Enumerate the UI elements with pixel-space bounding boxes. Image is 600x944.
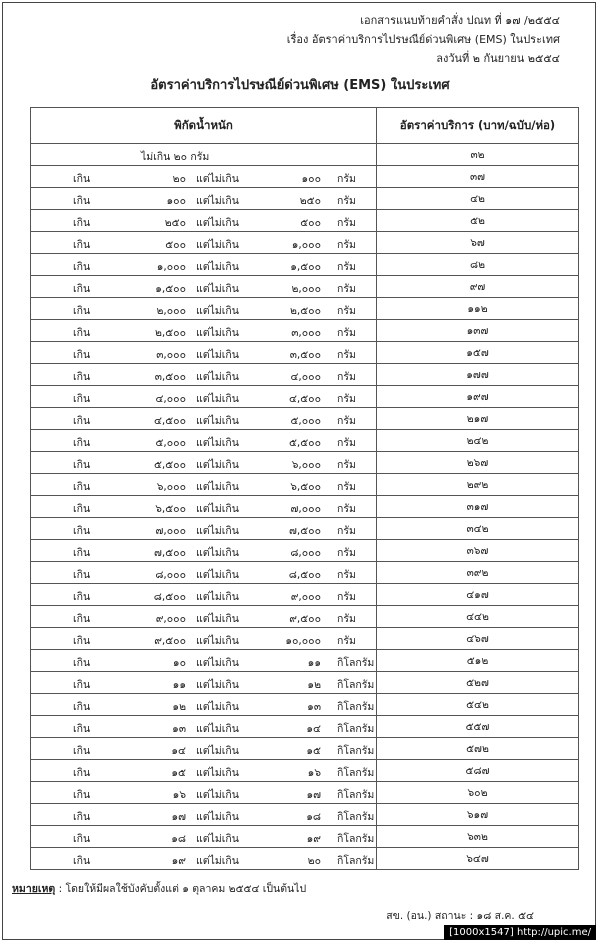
weight-from: ๑๓: [172, 723, 186, 735]
weight-from: ๕๐๐: [165, 239, 186, 251]
weight-over: เกิน: [73, 855, 91, 867]
weight-not: แต่ไม่เกิน: [196, 613, 239, 625]
footnote-label: หมายเหตุ: [12, 883, 56, 895]
weight-to: ๙,๕๐๐: [289, 613, 321, 625]
rate-cell: ๘๒: [377, 254, 579, 276]
weight-unit: กิโลกรัม: [337, 855, 375, 867]
rate-cell: ๖๗: [377, 232, 579, 254]
weight-unit: กิโลกรัม: [337, 701, 375, 713]
weight-from: ๓,๕๐๐: [154, 371, 186, 383]
weight-unit: กิโลกรัม: [337, 833, 375, 845]
weight-to: ๘,๕๐๐: [288, 569, 321, 581]
table-row: [31, 298, 579, 320]
rate-cell: ๑๑๒: [377, 298, 579, 320]
image-host-watermark: [1000x1547] http://upic.me/: [444, 925, 596, 940]
weight-cell: [31, 474, 377, 496]
weight-over: เกิน: [73, 437, 91, 449]
weight-from: ๓,๐๐๐: [156, 349, 186, 361]
weight-from: ๖,๕๐๐: [155, 503, 186, 515]
weight-unit: กรัม: [337, 173, 356, 185]
weight-to: ๓,๐๐๐: [291, 327, 321, 339]
weight-cell: [31, 144, 377, 166]
weight-cell: [31, 166, 377, 188]
weight-over: เกิน: [73, 217, 91, 229]
table-row: [31, 210, 579, 232]
weight-unit: กรัม: [337, 459, 356, 471]
weight-to: ๑๓: [307, 701, 321, 713]
rate-cell: ๕๕๗: [377, 716, 579, 738]
weight-over: เกิน: [73, 723, 91, 735]
weight-to: ๕,๕๐๐: [288, 437, 321, 449]
weight-cell: [31, 672, 377, 694]
weight-to: ๑๒: [307, 679, 321, 691]
weight-cell: [31, 210, 377, 232]
weight-over: เกิน: [73, 525, 91, 537]
weight-over: เกิน: [73, 833, 91, 845]
rate-cell: ๖๑๗: [377, 804, 579, 826]
weight-cell: [31, 738, 377, 760]
weight-over: เกิน: [73, 239, 91, 251]
table-row: [31, 320, 579, 342]
page-title: อัตราค่าบริการไปรษณีย์ด่วนพิเศษ (EMS) ในประเทศ: [150, 78, 450, 93]
weight-not: แต่ไม่เกิน: [196, 459, 239, 471]
column-header-rate: อัตราค่าบริการ (บาท/ฉบับ/ห่อ): [377, 108, 579, 144]
weight-unit: กรัม: [337, 283, 356, 295]
rate-cell: ๕๒: [377, 210, 579, 232]
weight-not: แต่ไม่เกิน: [196, 833, 239, 845]
weight-unit: กรัม: [337, 217, 356, 229]
weight-not: แต่ไม่เกิน: [196, 327, 239, 339]
weight-unit: กรัม: [337, 503, 356, 515]
weight-not: แต่ไม่เกิน: [196, 283, 239, 295]
weight-unit: กรัม: [337, 569, 356, 581]
weight-to: ๑,๐๐๐: [291, 239, 321, 251]
table-row: [31, 276, 579, 298]
weight-from: ๑๗: [171, 811, 186, 823]
weight-to: ๒๐: [307, 855, 321, 867]
rate-cell: ๑๙๗: [377, 386, 579, 408]
weight-cell: [31, 606, 377, 628]
header-line-1: เอกสารแนบท้ายคำสั่ง ปณท ที่ ๑๗ /๒๕๕๔: [360, 14, 560, 27]
table-row: [31, 738, 579, 760]
header-line-2: เรื่อง อัตราค่าบริการไปรษณีย์ด่วนพิเศษ (EMS) ในประเทศ: [286, 33, 560, 46]
weight-not: แต่ไม่เกิน: [196, 635, 239, 647]
weight-to: ๔,๐๐๐: [290, 371, 321, 383]
weight-cell: [31, 342, 377, 364]
weight-from: ๗,๕๐๐: [154, 547, 186, 559]
rate-cell: ๓๑๗: [377, 496, 579, 518]
rate-cell: ๙๗: [377, 276, 579, 298]
table-row: [31, 782, 579, 804]
rate-cell: ๒๖๗: [377, 452, 579, 474]
weight-not: แต่ไม่เกิน: [196, 745, 239, 757]
weight-to: ๒,๐๐๐: [291, 283, 321, 295]
rate-cell: ๓๗: [377, 166, 579, 188]
weight-not: แต่ไม่เกิน: [196, 371, 239, 383]
weight-not: แต่ไม่เกิน: [196, 239, 239, 251]
weight-over: เกิน: [73, 195, 91, 207]
weight-cell: [31, 452, 377, 474]
weight-cell: [31, 650, 377, 672]
table-row: [31, 518, 579, 540]
weight-over: เกิน: [73, 745, 91, 757]
weight-cell: [31, 386, 377, 408]
weight-unit: กรัม: [337, 437, 356, 449]
table-row: [31, 144, 579, 166]
weight-from: ๗,๐๐๐: [155, 525, 186, 537]
weight-over: เกิน: [73, 305, 91, 317]
weight-unit: กรัม: [337, 415, 356, 427]
weight-from: ๑๖: [172, 789, 186, 801]
weight-from: ๑,๐๐๐: [156, 261, 186, 273]
weight-over: เกิน: [73, 349, 91, 361]
weight-to: ๑๔: [306, 723, 321, 735]
weight-to: ๑๖: [307, 767, 321, 779]
weight-over: เกิน: [73, 327, 91, 339]
table-row: [31, 650, 579, 672]
weight-cell: [31, 584, 377, 606]
weight-to: ๑๐๐: [301, 173, 321, 185]
table-row: [31, 694, 579, 716]
weight-unit: กรัม: [337, 327, 356, 339]
weight-not: แต่ไม่เกิน: [196, 569, 239, 581]
footnote-text: : โดยให้มีผลใช้บังคับตั้งแต่ ๑ ตุลาคม ๒๕๕๔ เป็นต้นไป: [58, 883, 307, 895]
weight-not: แต่ไม่เกิน: [196, 701, 239, 713]
weight-over: เกิน: [73, 481, 91, 493]
rate-cell: ๖๔๗: [377, 848, 579, 870]
table-row: [31, 672, 579, 694]
weight-unit: กรัม: [337, 481, 356, 493]
weight-unit: กรัม: [337, 239, 356, 251]
weight-to: ๗,๐๐๐: [290, 503, 321, 515]
weight-from: ๒,๕๐๐: [154, 327, 186, 339]
weight-cell: [31, 188, 377, 210]
weight-over: เกิน: [73, 547, 91, 559]
weight-over: เกิน: [73, 393, 91, 405]
weight-not: แต่ไม่เกิน: [196, 679, 239, 691]
weight-unit: กิโลกรัม: [337, 767, 375, 779]
weight-unit: กรัม: [337, 525, 356, 537]
weight-to: ๖,๕๐๐: [290, 481, 321, 493]
weight-cell: [31, 562, 377, 584]
weight-cell: [31, 232, 377, 254]
weight-to: ๘,๐๐๐: [290, 547, 321, 559]
weight-to: ๙,๐๐๐: [290, 591, 321, 603]
rate-cell: ๔๖๗: [377, 628, 579, 650]
weight-to: ๑๐,๐๐๐: [285, 635, 321, 647]
weight-unit: กรัม: [337, 261, 356, 273]
weight-not: แต่ไม่เกิน: [196, 349, 239, 361]
weight-unit: กรัม: [337, 195, 356, 207]
table-row: [31, 606, 579, 628]
footnote: [12, 880, 306, 897]
weight-cell: [31, 518, 377, 540]
table-row: [31, 584, 579, 606]
weight-cell: [31, 826, 377, 848]
weight-over: เกิน: [73, 789, 91, 801]
weight-not: แต่ไม่เกิน: [196, 525, 239, 537]
weight-not: แต่ไม่เกิน: [196, 723, 239, 735]
table-body: [31, 144, 579, 870]
weight-over: เกิน: [73, 591, 91, 603]
weight-cell: [31, 408, 377, 430]
weight-not: แต่ไม่เกิน: [196, 415, 239, 427]
rate-cell: ๓๒: [377, 144, 579, 166]
weight-to: ๗,๕๐๐: [289, 525, 321, 537]
weight-cell: [31, 848, 377, 870]
weight-from: ๒๕๐: [164, 217, 186, 229]
table-row: [31, 386, 579, 408]
rate-cell: ๒๑๗: [377, 408, 579, 430]
weight-over: เกิน: [73, 283, 91, 295]
weight-not: แต่ไม่เกิน: [196, 547, 239, 559]
rate-cell: ๖๓๒: [377, 826, 579, 848]
table-row: [31, 496, 579, 518]
weight-unit: กิโลกรัม: [337, 679, 375, 691]
weight-not: แต่ไม่เกิน: [196, 195, 239, 207]
rate-cell: ๑๗๗: [377, 364, 579, 386]
weight-to: ๑๗: [306, 789, 321, 801]
weight-from: ๑๐: [172, 657, 186, 669]
table-row: [31, 540, 579, 562]
rate-cell: ๓๔๒: [377, 518, 579, 540]
table-row: [31, 342, 579, 364]
weight-cell: [31, 276, 377, 298]
weight-from: ๕,๕๐๐: [153, 459, 186, 471]
weight-from: ๔,๐๐๐: [155, 393, 186, 405]
weight-cell: [31, 254, 377, 276]
weight-cell: [31, 716, 377, 738]
weight-from: ๖,๐๐๐: [156, 481, 186, 493]
weight-to: ๑๑: [307, 657, 321, 669]
rate-cell: ๕๘๗: [377, 760, 579, 782]
weight-to: ๖,๐๐๐: [291, 459, 321, 471]
weight-from: ๘,๕๐๐: [153, 591, 186, 603]
table-row: [31, 188, 579, 210]
weight-from: ๒๐: [172, 173, 186, 185]
table-row: [31, 848, 579, 870]
rate-cell: ๕๒๗: [377, 672, 579, 694]
weight-over: เกิน: [73, 459, 91, 471]
weight-unit: กรัม: [337, 349, 356, 361]
weight-unit: กรัม: [337, 613, 356, 625]
weight-unit: กิโลกรัม: [337, 723, 375, 735]
weight-unit: กรัม: [337, 591, 356, 603]
table-row: [31, 364, 579, 386]
weight-from: ๑๙: [171, 855, 186, 867]
weight-not: แต่ไม่เกิน: [196, 657, 239, 669]
table-row: [31, 254, 579, 276]
table-row: [31, 562, 579, 584]
weight-cell: [31, 760, 377, 782]
weight-to: ๑๘: [306, 811, 321, 823]
weight-to: ๓,๕๐๐: [289, 349, 321, 361]
weight-cell: [31, 782, 377, 804]
weight-from: ๙,๕๐๐: [154, 635, 186, 647]
weight-to: ๕,๐๐๐: [290, 415, 321, 427]
weight-from: ๕,๐๐๐: [155, 437, 186, 449]
weight-not: แต่ไม่เกิน: [196, 173, 239, 185]
weight-unit: กิโลกรัม: [337, 745, 375, 757]
weight-from: ๑,๕๐๐: [155, 283, 186, 295]
weight-to: ๑๙: [306, 833, 321, 845]
weight-unit: กิโลกรัม: [337, 789, 375, 801]
rate-cell: ๓๙๒: [377, 562, 579, 584]
weight-over: เกิน: [73, 657, 91, 669]
weight-from: ๑๐๐: [166, 195, 186, 207]
rate-cell: ๕๑๒: [377, 650, 579, 672]
rate-cell: ๕๗๒: [377, 738, 579, 760]
weight-from: ๑๕: [171, 767, 186, 779]
weight-cell: [31, 628, 377, 650]
weight-not: แต่ไม่เกิน: [196, 305, 239, 317]
rate-cell: ๒๙๒: [377, 474, 579, 496]
weight-unit: กรัม: [337, 547, 356, 559]
weight-over: เกิน: [73, 173, 91, 185]
weight-over: เกิน: [73, 415, 91, 427]
weight-cell: [31, 298, 377, 320]
weight-from: ๘,๐๐๐: [155, 569, 186, 581]
table-row: [31, 452, 579, 474]
weight-not: แต่ไม่เกิน: [196, 261, 239, 273]
rate-cell: ๑๓๗: [377, 320, 579, 342]
weight-cell: [31, 804, 377, 826]
table-header-row: [31, 108, 579, 144]
rate-cell: ๒๔๒: [377, 430, 579, 452]
weight-cell: [31, 694, 377, 716]
weight-over: เกิน: [73, 701, 91, 713]
weight-from: ๑๔: [171, 745, 186, 757]
weight-over: เกิน: [73, 569, 91, 581]
column-header-weight: พิกัดน้ำหนัก: [31, 108, 377, 144]
weight-from: ๙,๐๐๐: [155, 613, 186, 625]
rate-cell: ๓๖๗: [377, 540, 579, 562]
weight-cell: [31, 320, 377, 342]
table-row: [31, 628, 579, 650]
table-row: [31, 474, 579, 496]
rate-cell: ๔๑๗: [377, 584, 579, 606]
table-row: [31, 760, 579, 782]
weight-not: แต่ไม่เกิน: [196, 217, 239, 229]
weight-not: แต่ไม่เกิน: [196, 855, 239, 867]
rate-cell: ๔๔๒: [377, 606, 579, 628]
weight-not: แต่ไม่เกิน: [196, 591, 239, 603]
weight-not: แต่ไม่เกิน: [196, 437, 239, 449]
weight-over: เกิน: [73, 767, 91, 779]
rate-cell: ๕๔๒: [377, 694, 579, 716]
weight-cell: [31, 496, 377, 518]
rate-cell: ๖๐๒: [377, 782, 579, 804]
weight-unit: กรัม: [337, 635, 356, 647]
weight-over: เกิน: [73, 635, 91, 647]
weight-not: แต่ไม่เกิน: [196, 503, 239, 515]
weight-label: ไม่เกิน ๒๐ กรัม: [141, 151, 210, 163]
weight-from: ๒,๐๐๐: [156, 305, 186, 317]
weight-over: เกิน: [73, 261, 91, 273]
reference-code: สข. (อน.) สถานะ : ๑๘ ส.ค. ๕๔: [386, 910, 534, 922]
weight-unit: กรัม: [337, 371, 356, 383]
weight-to: ๒๕๐: [299, 195, 321, 207]
table-row: [31, 430, 579, 452]
weight-from: ๔,๕๐๐: [153, 415, 186, 427]
table-row: [31, 232, 579, 254]
rate-cell: ๑๕๗: [377, 342, 579, 364]
weight-unit: กรัม: [337, 305, 356, 317]
weight-over: เกิน: [73, 371, 91, 383]
weight-over: เกิน: [73, 503, 91, 515]
table-row: [31, 804, 579, 826]
weight-cell: [31, 540, 377, 562]
weight-over: เกิน: [73, 613, 91, 625]
weight-not: แต่ไม่เกิน: [196, 811, 239, 823]
table-row: [31, 716, 579, 738]
weight-not: แต่ไม่เกิน: [196, 767, 239, 779]
weight-cell: [31, 430, 377, 452]
weight-from: ๑๑: [172, 679, 186, 691]
weight-from: ๑๒: [172, 701, 186, 713]
weight-unit: กิโลกรัม: [337, 811, 375, 823]
weight-cell: [31, 364, 377, 386]
weight-to: ๑,๕๐๐: [290, 261, 321, 273]
table-row: [31, 408, 579, 430]
header-line-3: ลงวันที่ ๒ กันยายน ๒๕๕๔: [436, 52, 560, 65]
table-row: [31, 166, 579, 188]
weight-not: แต่ไม่เกิน: [196, 789, 239, 801]
weight-not: แต่ไม่เกิน: [196, 481, 239, 493]
weight-from: ๑๘: [171, 833, 186, 845]
weight-to: ๑๕: [306, 745, 321, 757]
rate-table: [30, 107, 579, 870]
weight-to: ๕๐๐: [300, 217, 321, 229]
weight-unit: กรัม: [337, 393, 356, 405]
weight-not: แต่ไม่เกิน: [196, 393, 239, 405]
rate-cell: ๔๒: [377, 188, 579, 210]
weight-to: ๒,๕๐๐: [289, 305, 321, 317]
weight-over: เกิน: [73, 679, 91, 691]
weight-unit: กิโลกรัม: [337, 657, 375, 669]
weight-over: เกิน: [73, 811, 91, 823]
weight-to: ๔,๕๐๐: [288, 393, 321, 405]
table-row: [31, 826, 579, 848]
